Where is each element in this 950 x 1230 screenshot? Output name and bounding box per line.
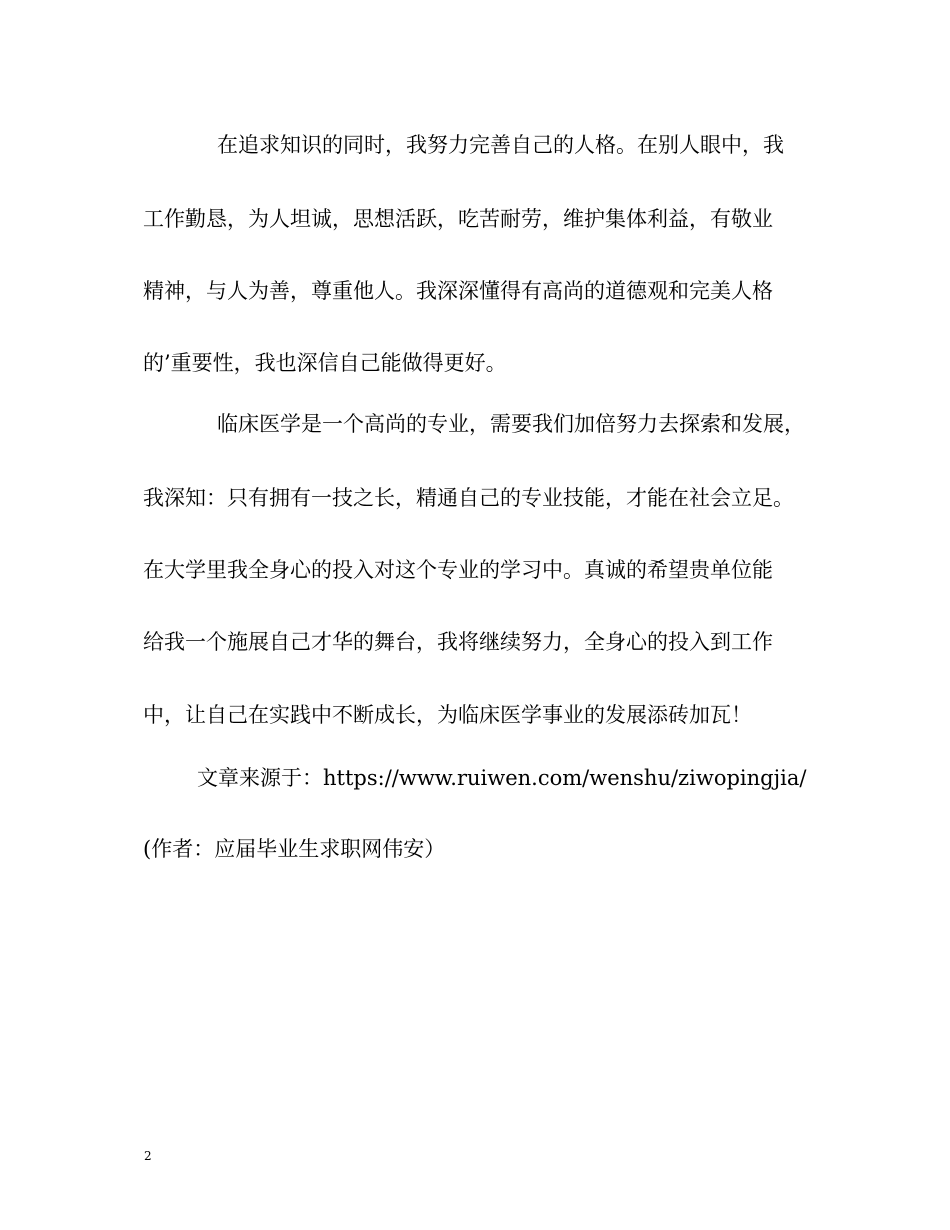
paragraph-line: 中，让自己在实践中不断成长，为临床医学事业的发展添砖加瓦！: [143, 703, 752, 727]
paragraph-line: 在大学里我全身心的投入对这个专业的学习中。真诚的希望贵单位能: [143, 558, 773, 582]
source-link-text: 文章来源于：https://www.ruiwen.com/wenshu/ziwopingjia/: [197, 766, 807, 790]
paragraph-line: 我深知：只有拥有一技之长，精通自己的专业技能，才能在社会立足。: [143, 486, 794, 510]
paragraph-line: 工作勤恳，为人坦诚，思想活跃，吃苦耐劳，维护集体利益，有敬业: [143, 207, 773, 231]
page-number: 2: [144, 1149, 152, 1163]
author-note: (作者：应届毕业生求职网伟安）: [143, 837, 446, 861]
paragraph-line: 在追求知识的同时，我努力完善自己的人格。在别人眼中，我: [217, 133, 784, 157]
paragraph-line: 给我一个施展自己才华的舞台，我将继续努力，全身心的投入到工作: [143, 630, 773, 654]
paragraph-line: 精神，与人为善，尊重他人。我深深懂得有高尚的道德观和完美人格: [143, 279, 773, 303]
paragraph-line: 临床医学是一个高尚的专业，需要我们加倍努力去探索和发展，: [217, 412, 805, 436]
paragraph-line: 的’重要性，我也深信自己能做得更好。: [143, 351, 507, 375]
